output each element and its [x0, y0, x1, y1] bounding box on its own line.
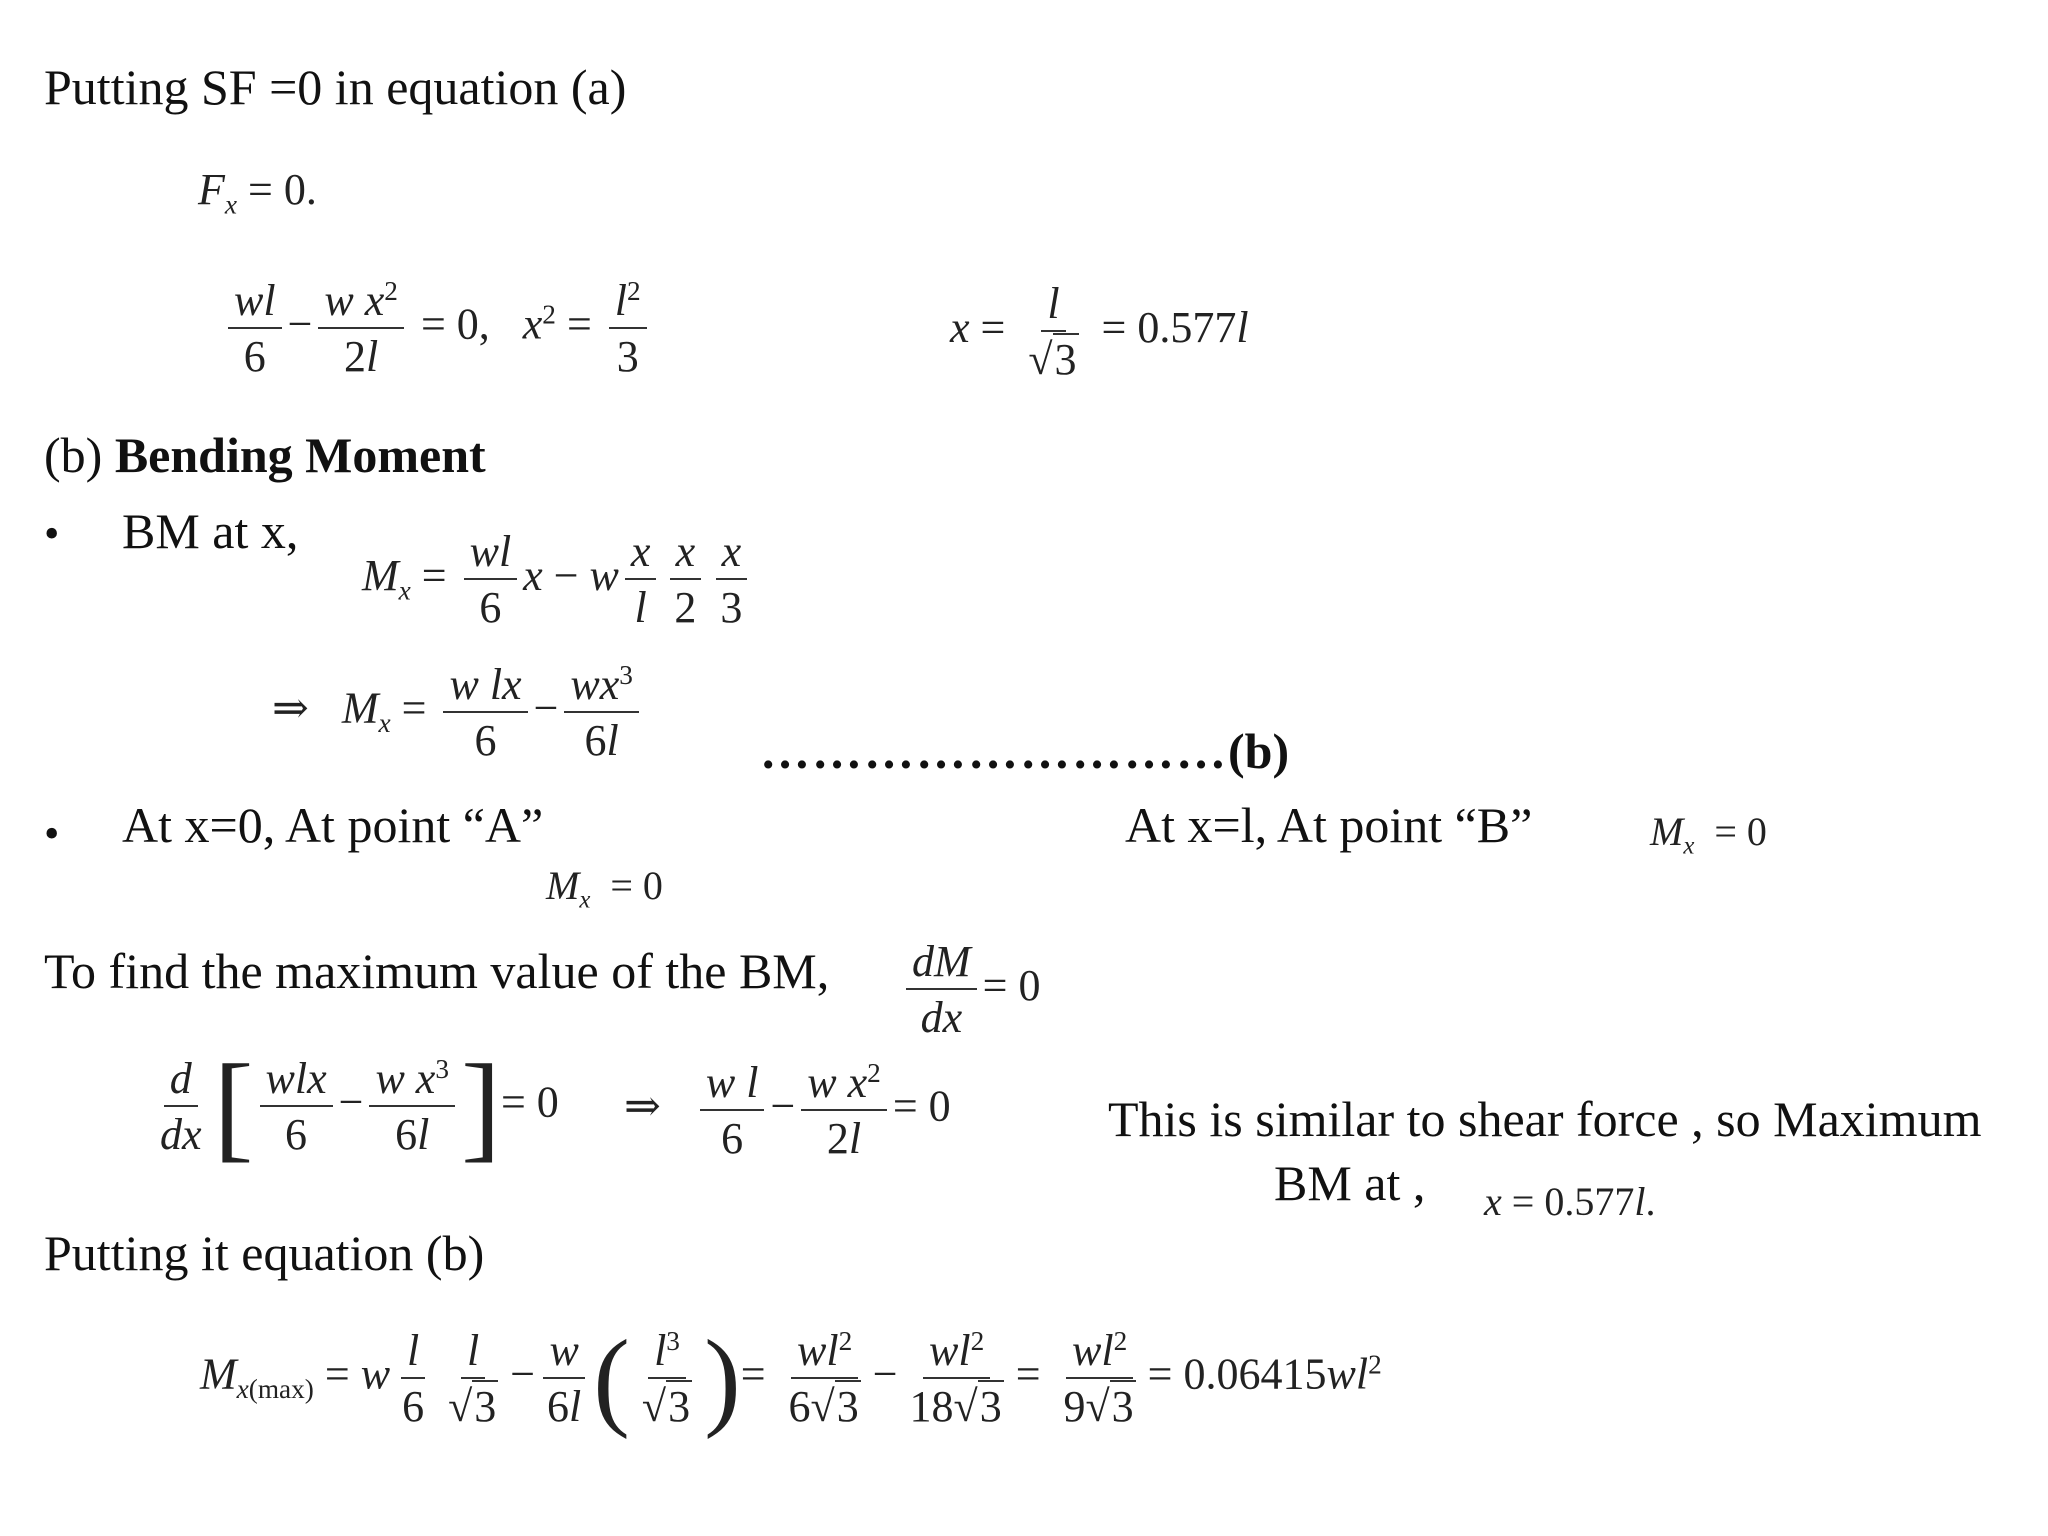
at-point-b-text: At x=l, At point “B” — [1125, 797, 1533, 853]
equation-mx-a-zero: $M_x = 0$ — [546, 863, 663, 914]
dot-leader: ……………………… — [760, 723, 1228, 779]
result-value: 0.06415 — [1183, 1349, 1327, 1399]
bullet-icon: • — [44, 809, 60, 858]
equation-mx-max: $M_{x(max)} = w$ $\frac{l}{6}$ $\frac{l}{√3}$ − $\frac{w}{6l}$ ( $\frac{l^3}{√3}$ )= $\frac{wl^2}{6√3}$ − $\frac{wl^2}{18√3}$ = $\frac{wl^2}{9√3}$ = $0.06415wl^2$ — [200, 1317, 1382, 1440]
section-title: Bending Moment — [114, 427, 486, 483]
equation-mx-2: ⇒ $M_x$ = $\frac{\text{w lx}}{6}$ − $\frac{wx^3}{6l}$ — [272, 662, 645, 763]
equation-x-value: x = $\frac{l}{√3}$ = 0.577l — [950, 279, 1249, 384]
intro-text: Putting SF =0 in equation (a) — [44, 59, 627, 115]
section-heading — [44, 427, 486, 483]
bullet-icon: • — [44, 509, 60, 558]
at-point-a-text: At x=0, At point “A” — [122, 797, 544, 853]
equation-derivative-result: ⇒ $\frac{\text{w l}}{6}$ − $\frac{w x^2}{2l}$ = 0 — [624, 1057, 951, 1163]
equation-dm-dx: $\frac{dM}{dx}$ = 0 — [900, 940, 1040, 1040]
similar-text-line1: This is similar to shear force , so Maximum — [1108, 1091, 1982, 1147]
equation-fx: $F_x = 0$. — [198, 165, 317, 220]
putting-text: Putting it equation (b) — [44, 1225, 485, 1281]
equation-max-location: x = 0.577l. — [1484, 1179, 1656, 1224]
equation-shear-zero: $\frac{wl}{6}$ − $\frac{w x^2}{2l}$ = 0, $x^2$ = $\frac{l^2}{3}$ — [222, 278, 653, 379]
equation-derivative: $\frac{d}{dx}$ [ $\frac{\text{wlx}}{6}$ − $\frac{w x^3}{6l}$ ]= 0 — [160, 1039, 559, 1173]
equation-number: (b) — [1228, 723, 1290, 779]
equation-mx-1: $M_x$ = $\frac{wl}{6}$ x − w $\frac{x}{l}$ $\frac{x}{2}$ $\frac{x}{3}$ — [362, 530, 754, 630]
similar-text-line2: BM at , — [1274, 1155, 1426, 1211]
equation-mx-b-zero: $M_x = 0$ — [1650, 809, 1767, 860]
section-prefix: (b) — [44, 427, 103, 483]
max-bm-text: To find the maximum value of the BM, — [44, 943, 830, 999]
equation-b-label — [760, 723, 1290, 779]
bm-at-x-text: BM at x, — [122, 503, 299, 559]
